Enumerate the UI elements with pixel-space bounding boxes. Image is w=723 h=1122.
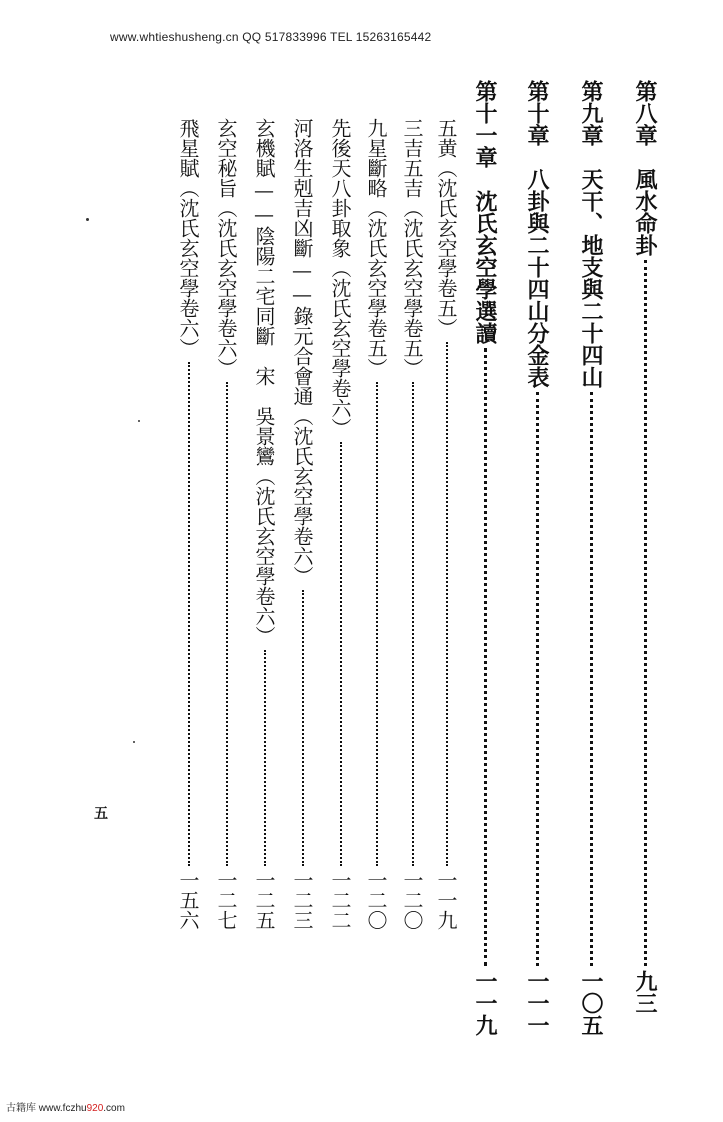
toc-section-xuankong-mizhi[interactable] (212, 118, 241, 980)
toc-section-feixing-fu[interactable] (174, 118, 203, 980)
toc-chapter-10[interactable] (522, 80, 553, 1080)
toc-entry-page: 一二〇 (400, 870, 424, 930)
toc-entry-title: 第八章 風水命卦 (632, 80, 658, 256)
footer-url-prefix: www.fczhu (38, 1103, 87, 1114)
footer-url[interactable] (39, 1103, 125, 1114)
toc-entry-title: 飛星賦（沈氏玄空學卷六） (176, 118, 200, 358)
toc-entry-page: 一二三 (290, 870, 314, 930)
toc-entry-title: 五黄（沈氏玄空學卷五） (434, 118, 458, 338)
dot-leader (264, 650, 266, 866)
toc-section-bagua-quxiang[interactable] (326, 118, 355, 980)
footer-watermark (6, 1099, 125, 1114)
toc-entry-page: 一〇五 (578, 970, 604, 1036)
toc-entry-title: 玄機賦——陰陽二宅同斷 宋 吳景鸞（沈氏玄空學卷六） (252, 118, 276, 646)
dot-leader (644, 260, 647, 966)
toc-chapter-11[interactable] (470, 80, 501, 1080)
toc-section-jiuxing-duanlue[interactable] (362, 118, 391, 980)
scan-speck (86, 218, 89, 221)
scan-speck (138, 420, 140, 422)
footer-site-name: 古籍库 (6, 1103, 36, 1114)
dot-leader (376, 382, 378, 866)
toc-entry-page: 一一一 (524, 970, 550, 1036)
dot-leader (446, 342, 448, 866)
toc-entry-title: 第十一章 沈氏玄空學選讀 (472, 80, 498, 344)
footer-url-suffix: .com (103, 1103, 125, 1114)
toc-section-sanji-wuji[interactable] (398, 118, 427, 980)
dot-leader (484, 348, 487, 966)
toc-entry-title: 玄空秘旨（沈氏玄空學卷六） (214, 118, 238, 378)
toc-chapter-8[interactable] (630, 80, 661, 1080)
dot-leader (412, 382, 414, 866)
toc-entry-page: 一二〇 (364, 870, 388, 930)
dot-leader (188, 362, 190, 866)
toc-chapter-9[interactable] (576, 80, 607, 1080)
toc-entry-page: 一二七 (214, 870, 238, 930)
toc-entry-title: 河洛生剋吉凶斷——錄元合會通（沈氏玄空學卷六） (290, 118, 314, 586)
scan-speck (133, 741, 135, 743)
dot-leader (302, 590, 304, 866)
toc-entry-page: 一五六 (176, 870, 200, 930)
dot-leader (536, 392, 539, 966)
toc-entry-page: 一二五 (252, 870, 276, 930)
toc-entry-page: 一一九 (472, 970, 498, 1036)
toc-entry-title: 先後天八卦取象（沈氏玄空學卷六） (328, 118, 352, 438)
toc-entry-title: 第十章 八卦與二十四山分金表 (524, 80, 550, 388)
toc-entry-title: 三吉五吉（沈氏玄空學卷五） (400, 118, 424, 378)
dot-leader (590, 392, 593, 966)
watermark-header: www.whtieshusheng.cn QQ 517833996 TEL 15263165442 (110, 30, 432, 44)
dot-leader (340, 442, 342, 866)
toc-section-xuanji-fu[interactable] (250, 118, 279, 980)
toc-section-wuhuang[interactable] (432, 118, 461, 980)
toc-section-heluo-shengke[interactable] (288, 118, 317, 980)
toc-entry-page: 九三 (632, 970, 658, 1014)
dot-leader (226, 382, 228, 866)
page-number: 五 (94, 806, 108, 822)
toc-entry-page: 一一九 (434, 870, 458, 930)
toc-entry-title: 第九章 天干、地支與二十四山 (578, 80, 604, 388)
footer-url-accent: 920 (86, 1103, 104, 1114)
toc-entry-page: 一二二 (328, 870, 352, 930)
toc-entry-title: 九星斷略（沈氏玄空學卷五） (364, 118, 388, 378)
